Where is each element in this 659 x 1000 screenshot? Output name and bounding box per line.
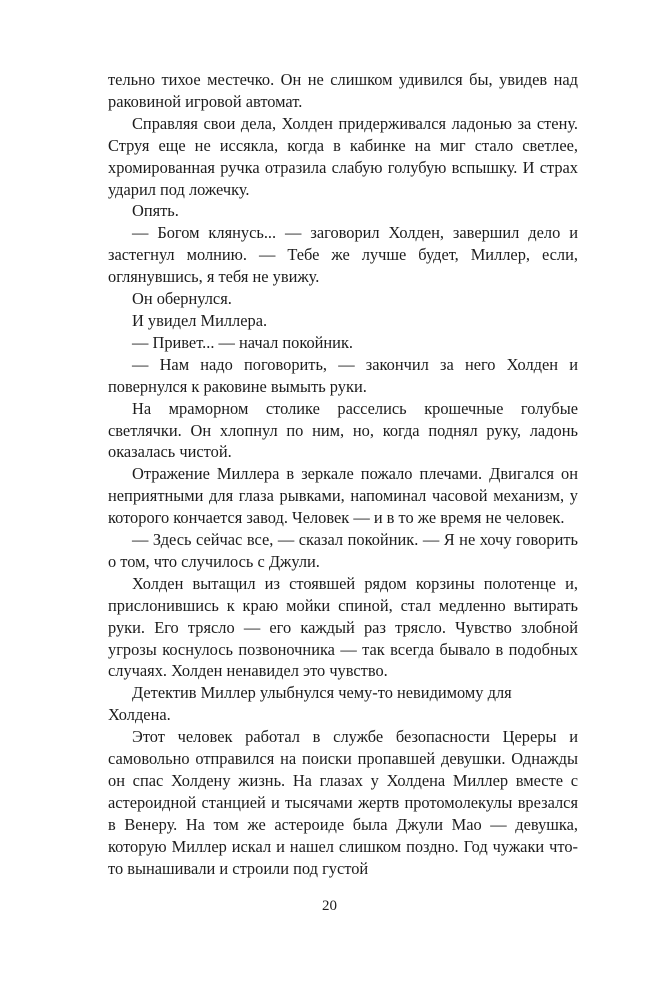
paragraph-14: Этот человек работал в службе безопасности Цереры и самовольно отправился на поиски пропавшей девушки. Однажды он спас Холдену жизнь. На глазах у Холдена Миллер вместе с астероидной станцией и тысячами жертв протомолекулы врезался в Венеру. На том же астероиде была Джули Мао — девушка, которую Миллер искал и нашел слишком поздно. Год чужаки что-то вынашивали и строили под густой bbox=[108, 727, 578, 878]
paragraph-8: — Нам надо поговорить, — закончил за него Холден и повернулся к раковине вымыть руки. bbox=[108, 354, 578, 396]
paragraph-2: Справляя свои дела, Холден придерживался ладонью за стену. Струя еще не иссякла, когда в кабинке на миг стало светлее, хромированная ручка отразила слабую голубую вспышку. И страх ударил под ложечку. bbox=[108, 113, 578, 199]
paragraph-7: — Привет... — начал покойник. bbox=[132, 332, 354, 352]
paragraph-13: Детектив Миллер улыбнулся чему-то невидимому для Холдена. bbox=[108, 683, 512, 725]
paragraph-10: Отражение Миллера в зеркале пожало плечами. Двигался он неприятными для глаза рывками, напоминал часовой механизм, у которого кончается завод. Человек — и в то же время не человек. bbox=[108, 464, 578, 528]
paragraph-1: тельно тихое местечко. Он не слишком удивился бы, увидев над раковиной игровой автомат. bbox=[108, 70, 578, 111]
paragraph-11: — Здесь сейчас все, — сказал покойник. — Я не хочу говорить о том, что случилось с Джули. bbox=[108, 530, 578, 571]
paragraph-12: Холден вытащил из стоявшей рядом корзины полотенце и, прислонившись к краю мойки спиной, стал медленно вытирать руки. Его трясло — его каждый раз трясло. Чувство злобной угрозы коснулось позвоночника — так всегда бывало в подобных случаях. Холден ненавидел это чувство. bbox=[108, 573, 578, 681]
paragraph-4: — Богом клянусь... — заговорил Холден, завершил дело и застегнул молнию. — Тебе же лучше будет, Миллер, если, оглянувшись, я тебя не увижу. bbox=[108, 223, 578, 287]
paragraph-3: Опять. bbox=[132, 201, 179, 221]
paragraph-9: На мраморном столике расселись крошечные голубые светлячки. Он хлопнул по ним, но, когда поднял руку, ладонь оказалась чистой. bbox=[108, 398, 578, 462]
paragraph-6: И увидел Миллера. bbox=[132, 310, 268, 330]
paragraph-5: Он обернулся. bbox=[132, 289, 232, 309]
page-body bbox=[108, 69, 578, 880]
page-number: 20 bbox=[322, 898, 337, 914]
